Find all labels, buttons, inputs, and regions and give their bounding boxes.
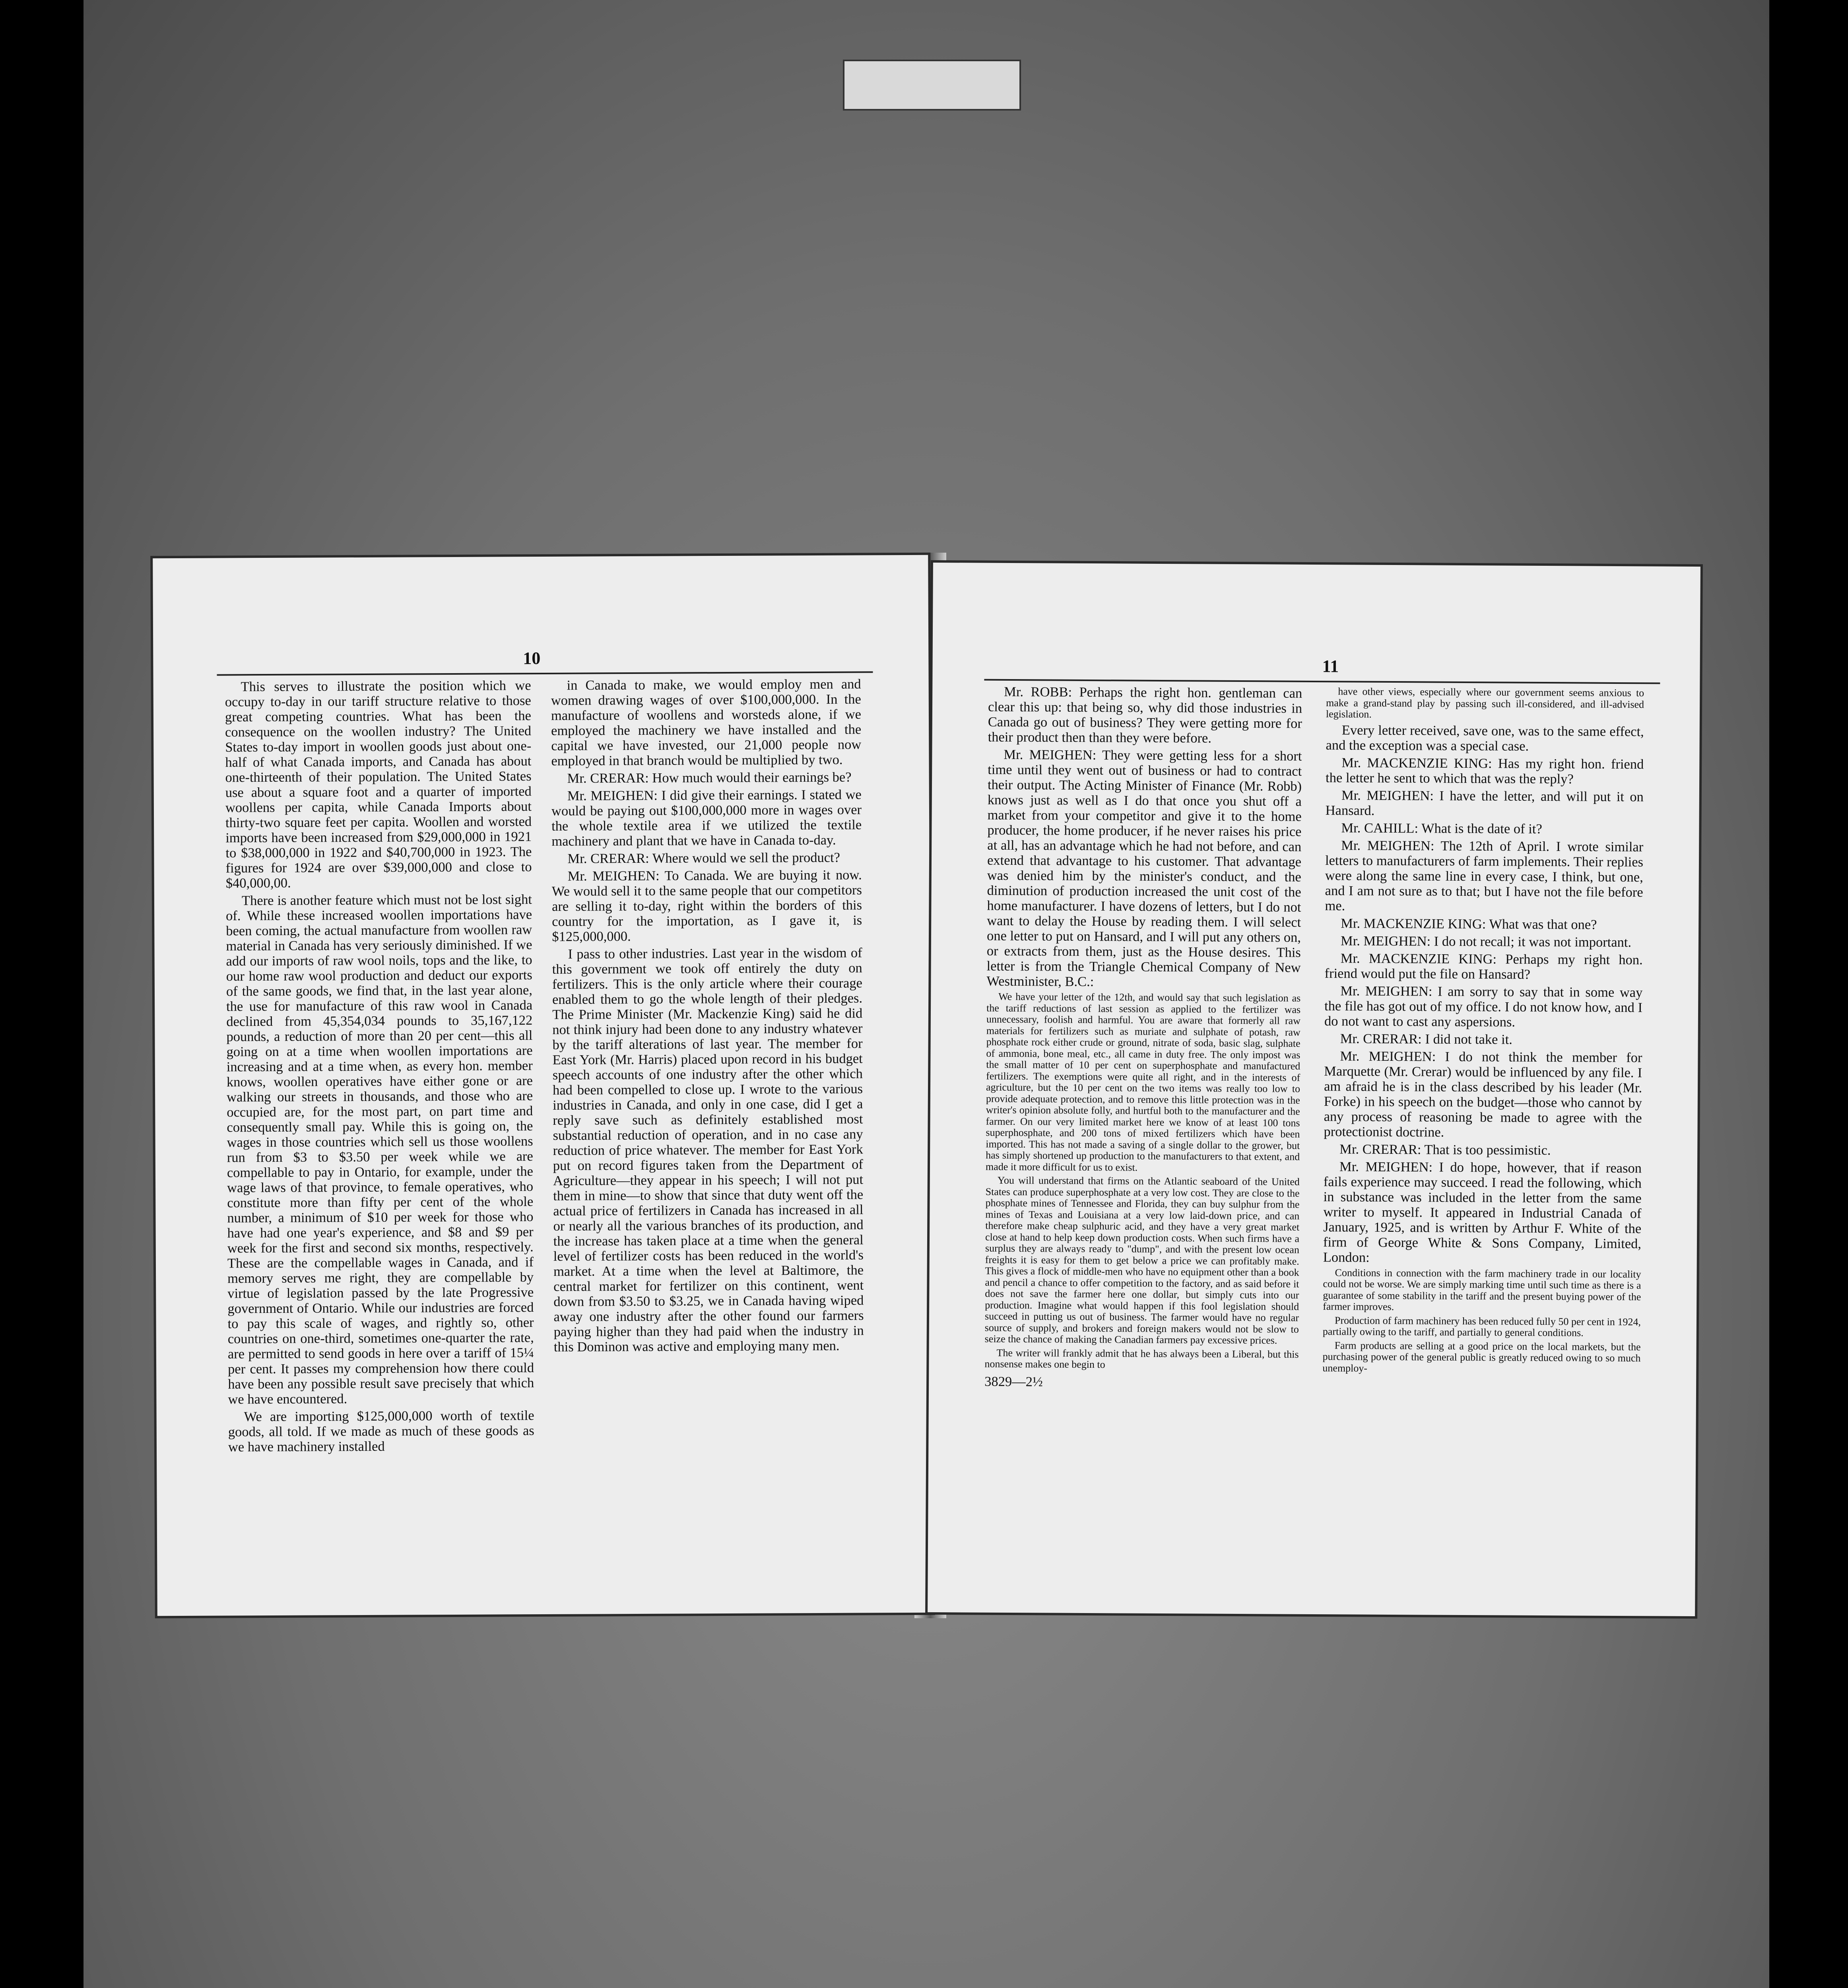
left-page	[153, 555, 933, 1616]
quoted-letter-paragraph: Farm products are selling at a good price on the local markets, but the purchasing power of the general public is greatly reduced owing to so much unemploy-	[1322, 1339, 1641, 1374]
paragraph: Mr. CRERAR: How much would their earnings be?	[567, 769, 852, 786]
signature-code: 3829—2½	[984, 1374, 1043, 1389]
paragraph: Mr. MEIGHEN: I have the letter, and will put it on Hansard.	[1325, 787, 1644, 818]
paragraph: Mr. CAHILL: What is the date of it?	[1341, 820, 1542, 837]
paragraph: Mr. MEIGHEN: I did give their earnings. I stated we would be paying out $100,000,000 more in wages over the whole textile area if we utilized the textile machinery and plant that we have in Canada to-day.	[551, 787, 862, 849]
left-column-2	[551, 676, 864, 1357]
paragraph: Mr. CRERAR: That is too pessimistic.	[1339, 1141, 1551, 1158]
paragraph: Mr. MEIGHEN: The 12th of April. I wrote similar letters to manufacturers of farm implements. Their replies were along the same line in every case, I think, but one, and I am not sure as to that; but I have not the file before me.	[1325, 837, 1644, 913]
header-rule	[984, 679, 1660, 684]
paragraph: Every letter received, save one, was to the same effect, and the exception was a special case.	[1326, 722, 1644, 754]
paragraph: Mr. MACKENZIE KING: Has my right hon. friend the letter he sent to which that was the reply?	[1326, 755, 1644, 786]
paragraph: Mr. MEIGHEN: I do hope, however, that if reason fails experience may succeed. I read the following, which in substance was included in the letter from the same writer to myself. It appeared in Industrial Canada of January, 1925, and is written by Arthur F. White of the firm of George White & Sons Company, Limited, London:	[1323, 1159, 1642, 1265]
right-column-2	[1322, 686, 1644, 1378]
paragraph: Mr. MEIGHEN: I do not think the member for Marquette (Mr. Crerar) would be influenced by any file. I am afraid he is in the class described by his leader (Mr. Forke) in his speech on the budget—those who cannot by any process of reasoning be made to agree with the protectionist doctrine.	[1324, 1048, 1642, 1140]
quoted-letter-paragraph: We have your letter of the 12th, and would say that such legislation as the tariff reductions of last session as applied to the fertilizer was unnecessary, foolish and harmful. You are aware that formerly all raw materials for fertilizers such as muriate and sulphate of potash, raw phosphate rock either crude or ground, nitrate of soda, basic slag, sulphate of ammonia, bone meal, etc., all came in duty free. The only impost was the small matter of 10 per cent on superphosphate and manufactured fertilizers. The exemptions were quite all right, and in the interests of agriculture, but the 10 per cent on the two items was really too low to provide adequate protection, and to remove this little protection was in the writer's opinion absolute folly, and hurtful both to the manufacturer and the farmer. On our very limited market here we know of at least 100 tons superphosphate, and 200 tons of mixed fertilizers which have been imported. This has not made a saving of a single dollar to the grower, but has simply shortened up production to the manufacturers to that extent, and made it more difficult for us to exist.	[985, 990, 1301, 1173]
paragraph: Mr. MACKENZIE KING: Perhaps my right hon. friend would put the file on Hansard?	[1324, 950, 1643, 982]
quoted-letter-paragraph: The writer will frankly admit that he has always been a Liberal, but this nonsense makes one begin to	[984, 1347, 1299, 1371]
page-number: 11	[1322, 656, 1339, 676]
right-page	[928, 563, 1700, 1616]
paragraph: I pass to other industries. Last year in the wisdom of this government we took off entirely the duty on fertilizers. This is the only article where their courage enabled them to go the whole length of their pledges. The Prime Minister (Mr. Mackenzie King) said he did not think injury had been done to any industry whatever by the tariff alterations of last year. The member for East York (Mr. Harris) placed upon record in his budget speech accounts of one industry after the other which had been compelled to close up. I wrote to the various industries in Canada, and only in one case, did I get a reply save such as definitely established most substantial reduction of operation, and in no case any reduction of price whatever. The member for East York put on record figures taken from the Department of Agriculture—they appear in his speech; I will not put them in mine—to show that since that duty went off the actual price of fertilizers in Canada has increased in all or nearly all the various branches of its production, and the increase has taken place at a time when the general level of fertilizer costs has been reduced in the world's market. At a time when the level at Baltimore, the central market for fertilizer on this continent, went down from $3.50 to $3.25, we in Canada having wiped away one industry after the other found our farmers paying higher than they had paid when the industry in this Dominon was active and employing many men.	[552, 945, 864, 1355]
clip-tab	[843, 60, 1021, 111]
paragraph: Mr. MEIGHEN: I am sorry to say that in some way the file has got out of my office. I do not know how, and I do not want to cast any aspersions.	[1324, 983, 1643, 1030]
quoted-letter-paragraph: You will understand that firms on the Atlantic seaboard of the United States can produce superphosphate at a very low cost. They are close to the phosphate mines of Tennessee and Florida, they can buy sulphur from the mines of Texas and Louisiana at a very low laid-down price, and can therefore make cheap sulphuric acid, and they have a very great market close at hand to help keep down production costs. When such firms have a surplus they are always ready to "dump", and with the present low ocean freights it is easy for them to get below a price we can profitably make. This gives a flock of middle-men who have no equipment other than a book and pencil a chance to offer competition to the factory, and as said before it does not save the farmer here one dollar, but simply cuts into our production. Imagine what would happen if this fool legislation should succeed in putting us out of business. The farmer would have no regular source of supply, and brokers and foreign makers would not be slow to seize the chance of making the Canadian farmers pay excessive prices.	[984, 1174, 1300, 1346]
left-column-1	[225, 678, 535, 1457]
paragraph: This serves to illustrate the position which we occupy to-day in our tariff structure relative to those great competing countries. What has been the consequence on the woollen industry? The United States to-day import in woollen goods just about one-half of what Canada imports, and Canada has about one-thirteenth of their population. The United States use about a square foot and a quarter of imported woollens per capita, while Canada Imports about thirty-two square feet per capita. Woollen and worsted imports have been increased from $29,000,000 in 1921 to $38,000,000 in 1922 and $40,700,000 in 1923. The figures for 1924 are over $39,000,000 and close to $40,000,00.	[225, 678, 532, 891]
paragraph: Mr. CRERAR: Where would we sell the product?	[567, 850, 841, 866]
quoted-letter-paragraph: Conditions in connection with the farm machinery trade in our locality could not be worse. We are simply marking time until such time as there is a guarantee of some stability in the tariff and the present buying power of the farmer improves.	[1323, 1266, 1641, 1313]
paragraph: There is another feature which must not be lost sight of. While these increased woollen importations have been coming, the actual manufacture from woollen raw material in Canada has very seriously diminished. If we add our imports of raw wool noils, tops and the like, to our home raw wool production and deduct our exports of the same goods, we find that, in the last year alone, the use for manufacture of this raw wool in Canada declined from 45,354,034 pounds to 35,167,122 pounds, a reduction of more than 20 per cent—this all going on at a time when woollen importations are increasing and at a time when, as every hon. member knows, woollen operatives have either gone or are walking our streets in thousands, and those who are occupied are, for the most part, on part time and consequently small pay. While this is going on, the wages in those countries which sell us those woollens run from $3 to $3.50 per week while we are compellable to pay in Ontario, for example, under the wage laws of that province, to female operatives, who constitute more than fifty per cent of the whole number, a minimum of $10 per week for those who have had one year's experience, and $8 and $9 per week for the first and second six months, respectively. These are the compellable wages in Canada, and if memory serves me right, they are compellable by virtue of legislation passed by the late Progressive government of Ontario. While our industries are forced to pay this scale of wages, and rightly so, other countries on one-third, sometimes one-quarter the rate, are permitted to send goods in here over a tariff of 15¼ per cent. It passes my comprehension how there could have been any possible result save precisely that which we have encountered.	[226, 892, 534, 1407]
paragraph: We are importing $125,000,000 worth of textile goods, all told. If we made as much of these goods as we have machinery installed	[228, 1408, 534, 1455]
paragraph: Mr. MEIGHEN: To Canada. We are buying it now. We would sell it to the same people that our competitors are selling it to-day, right within the borders of this country for the importation, as I gave it, is $125,000,000.	[551, 867, 862, 944]
quoted-letter-paragraph: Production of farm machinery has been reduced fully 50 per cent in 1924, partially owing to the tariff, and partially to general conditions.	[1322, 1314, 1641, 1339]
right-column-1	[984, 684, 1302, 1393]
paragraph: Mr. CRERAR: I did not take it.	[1340, 1031, 1512, 1047]
header-rule	[217, 671, 873, 676]
paragraph: Mr. MEIGHEN: I do not recall; it was not important.	[1340, 933, 1632, 950]
page-number: 10	[523, 648, 541, 668]
paragraph: Mr. MEIGHEN: They were getting less for a short time until they went out of business or had to contract their output. The Acting Minister of Finance (Mr. Robb) knows just as well as I do that once you shut off a market from your competitor and give it to the home producer, the home producer, if he never raises his price at all, has an advantage which he had not before, and can extend that advantage to his customer. That advantage was denied him by the minister's conduct, and the diminution of production increased the unit cost of the home manufacturer. I have dozens of letters, but I do not want to delay the House by reading them. I will select one letter to put on Hansard, and I will put any others on, or extracts from them, just as the House desires. This letter is from the Triangle Chemical Company of New Westminister, B.C.:	[986, 747, 1302, 990]
paragraph: Mr. ROBB: Perhaps the right hon. gentleman can clear this up: that being so, why did those industries in Canada go out of business? They were getting more for their product then than they were before.	[988, 684, 1303, 746]
paragraph: Mr. MACKENZIE KING: What was that one?	[1341, 915, 1597, 932]
paragraph: in Canada to make, we would employ men and women drawing wages of over $100,000,000. In the manufacture of woollens and worsteds alone, if we employed the machinery we have installed and the capital we have invested, our 21,000 people now employed in that branch would be multiplied by two.	[551, 676, 862, 769]
quoted-letter-paragraph: have other views, especially where our government seems anxious to make a grand-stand play by passing such ill-considered, and ill-advised legislation.	[1326, 685, 1644, 720]
